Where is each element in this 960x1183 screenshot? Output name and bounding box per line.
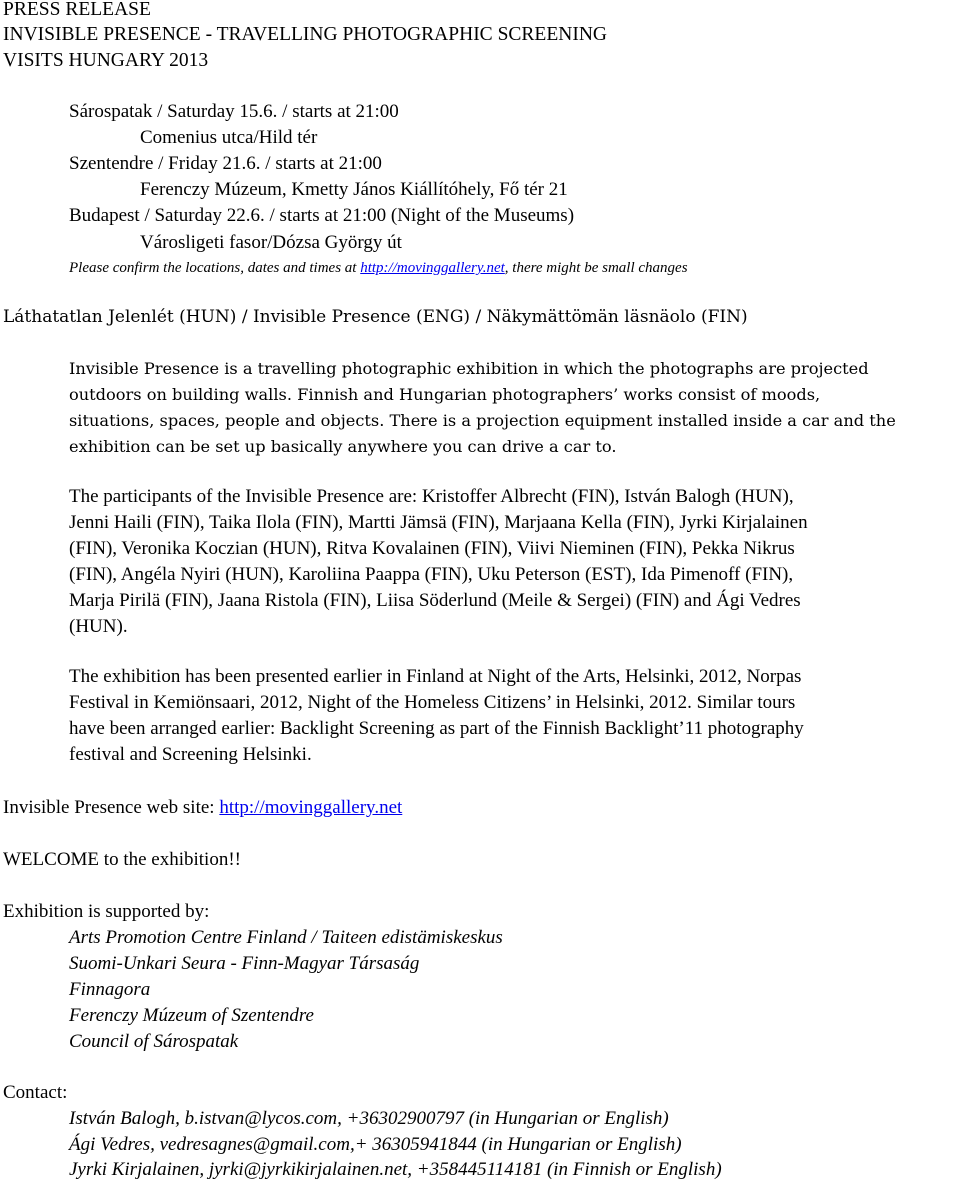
event-budapest-when: Budapest / Saturday 22.6. / starts at 21:00 (Night of the Museums) <box>69 205 575 226</box>
description-line: Invisible Presence is a travelling photographic exhibition in which the photographs are projected <box>69 359 869 378</box>
event-sarospatak-where: Comenius utca/Hild tér <box>140 127 318 148</box>
notice-text-after: , there might be small changes <box>504 260 688 276</box>
participants-line: Marja Pirilä (FIN), Jaana Ristola (FIN), Liisa Söderlund (Meile & Sergei) (FIN) and Ági Vedres <box>69 590 801 611</box>
supporter-item: Arts Promotion Centre Finland / Taiteen edistämiskeskus <box>69 927 503 948</box>
header-press-release: PRESS RELEASE <box>3 0 151 20</box>
participants-line: Jenni Haili (FIN), Taika Ilola (FIN), Martti Jämsä (FIN), Marjaana Kella (FIN), Jyrki Kirjalainen <box>69 512 808 533</box>
website-link[interactable]: http://movinggallery.net <box>219 797 403 818</box>
event-szentendre-where: Ferenczy Múzeum, Kmetty János Kiállítóhely, Fő tér 21 <box>140 179 568 200</box>
event-szentendre-when: Szentendre / Friday 21.6. / starts at 21:00 <box>69 153 382 174</box>
contact-item: Jyrki Kirjalainen, jyrki@jyrkikirjalainen.net, +358445114181 (in Finnish or English) <box>69 1159 722 1180</box>
notice-link[interactable]: http://movinggallery.net <box>360 260 505 276</box>
support-label: Exhibition is supported by: <box>3 901 210 922</box>
website-label: Invisible Presence web site: <box>3 797 220 818</box>
participants-line: (HUN). <box>69 616 128 637</box>
contact-label: Contact: <box>3 1082 68 1103</box>
history-line: have been arranged earlier: Backlight Screening as part of the Finnish Backlight’11 photography <box>69 718 804 739</box>
history-line: festival and Screening Helsinki. <box>69 744 312 765</box>
contact-item: István Balogh, b.istvan@lycos.com, +36302900797 (in Hungarian or English) <box>69 1108 669 1129</box>
notice-text-before: Please confirm the locations, dates and times at <box>69 260 361 276</box>
participants-line: The participants of the Invisible Presence are: Kristoffer Albrecht (FIN), István Balogh (HUN), <box>69 486 794 507</box>
supporter-item: Council of Sárospatak <box>69 1031 239 1052</box>
header-subtitle: VISITS HUNGARY 2013 <box>3 50 209 71</box>
header-title: INVISIBLE PRESENCE - TRAVELLING PHOTOGRAPHIC SCREENING <box>3 24 607 45</box>
history-line: Festival in Kemiönsaari, 2012, Night of the Homeless Citizens’ in Helsinki, 2012. Similar tours <box>69 692 796 713</box>
event-budapest-where: Városligeti fasor/Dózsa György út <box>140 232 402 253</box>
description-line: exhibition can be set up basically anywhere you can drive a car to. <box>69 437 617 456</box>
supporter-item: Finnagora <box>69 979 151 1000</box>
supporter-item: Suomi-Unkari Seura - Finn-Magyar Társaság <box>69 953 420 974</box>
contact-item: Ági Vedres, vedresagnes@gmail.com,+ 36305941844 (in Hungarian or English) <box>69 1134 682 1155</box>
participants-line: (FIN), Veronika Koczian (HUN), Ritva Kovalainen (FIN), Viivi Nieminen (FIN), Pekka Nikrus <box>69 538 795 559</box>
description-line: situations, spaces, people and objects. There is a projection equipment installed inside a car and the <box>69 411 896 430</box>
history-line: The exhibition has been presented earlier in Finland at Night of the Arts, Helsinki, 2012, Norpas <box>69 666 802 687</box>
confirm-notice <box>69 258 688 278</box>
website-line <box>3 795 402 821</box>
event-sarospatak-when: Sárospatak / Saturday 15.6. / starts at 21:00 <box>69 101 399 122</box>
exhibition-names: Láthatatlan Jelenlét (HUN) / Invisible Presence (ENG) / Näkymättömän läsnäolo (FIN) <box>3 307 748 327</box>
description-line: outdoors on building walls. Finnish and Hungarian photographers’ works consist of moods, <box>69 385 821 404</box>
supporter-item: Ferenczy Múzeum of Szentendre <box>69 1005 314 1026</box>
participants-line: (FIN), Angéla Nyiri (HUN), Karoliina Paappa (FIN), Uku Peterson (EST), Ida Pimenoff (FIN), <box>69 564 794 585</box>
welcome-line: WELCOME to the exhibition!! <box>3 849 241 870</box>
